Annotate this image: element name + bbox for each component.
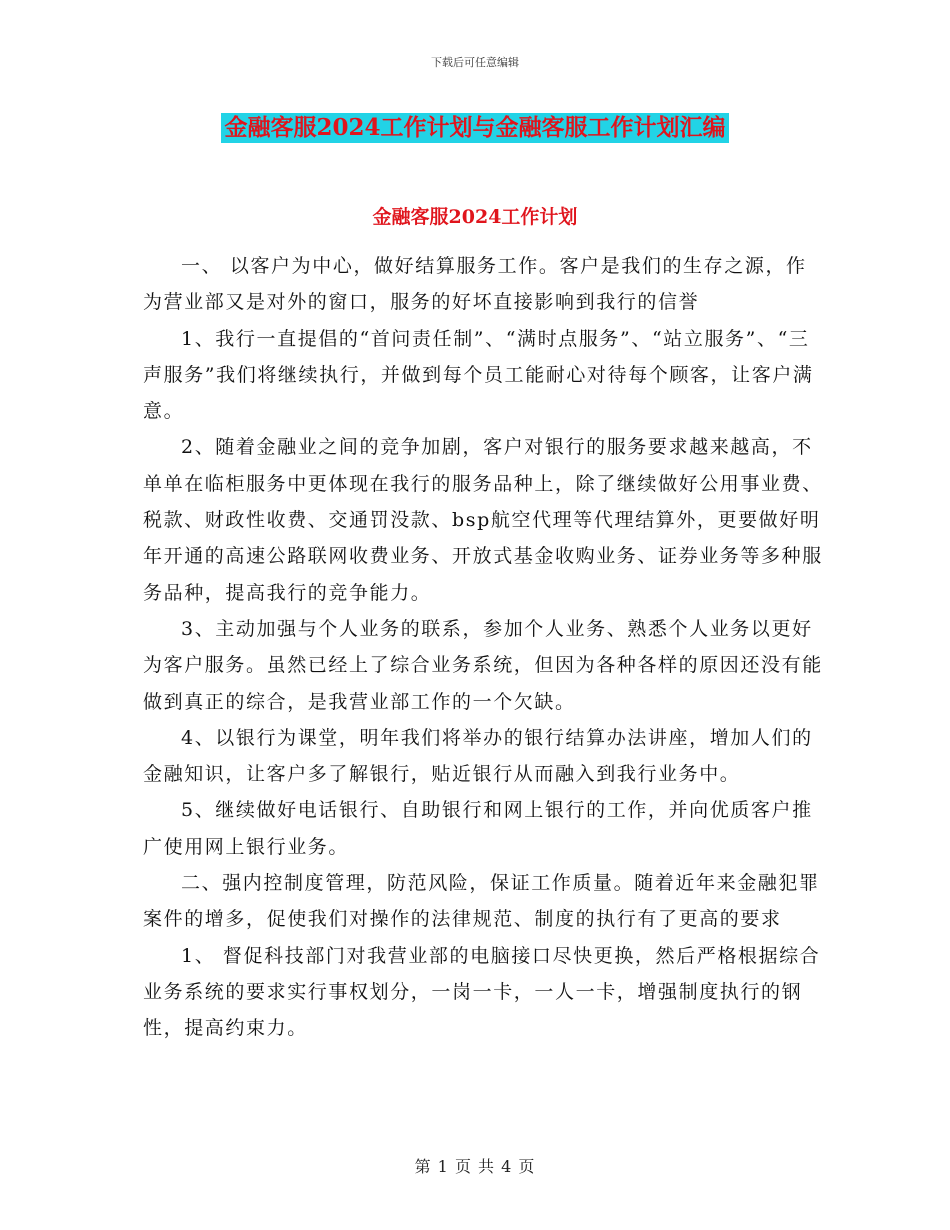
paragraph: 二、强内控制度管理，防范风险，保证工作质量。随着近年来金融犯罪案件的增多，促使我们对操作的法律规范、制度的执行有了更高的要求 [143,872,820,931]
page-header-note: 下载后可任意编辑 [431,56,519,69]
paragraph: 5、继续做好电话银行、自助银行和网上银行的工作，并向优质客户推广使用网上银行业务。 [143,799,813,858]
paragraph: 一、 以客户为中心，做好结算服务工作。客户是我们的生存之源，作为营业部又是对外的窗口，服务的好坏直接影响到我行的信誉 [143,255,807,314]
paragraph: 3、主动加强与个人业务的联系，参加个人业务、熟悉个人业务以更好为客户服务。虽然已经上了综合业务系统，但因为各种各样的原因还没有能做到真正的综合，是我营业部工作的一个欠缺。 [143,617,823,713]
main-title-container [0,113,950,143]
document-body [143,248,823,1047]
paragraph: 1、我行一直提倡的“首问责任制”、“满时点服务”、“站立服务”、“三声服务”我们将继续执行，并做到每个员工能耐心对待每个顾客，让客户满意。 [143,327,814,423]
page-number-footer: 第 1 页 共 4 页 [414,1157,536,1176]
paragraph: 4、以银行为课堂，明年我们将举办的银行结算办法讲座，增加人们的金融知识，让客户多了解银行，贴近银行从而融入到我行业务中。 [143,726,813,786]
paragraph: 1、 督促科技部门对我营业部的电脑接口尽快更换，然后严格根据综合业务系统的要求实行事权划分，一岗一卡，一人一卡，增强制度执行的钢性，提高约束力。 [143,944,821,1040]
paragraph: 2、随着金融业之间的竞争加剧，客户对银行的服务要求越来越高，不单单在临柜服务中更体现在我行的服务品种上，除了继续做好公用事业费、税款、财政性收费、交通罚没款、bsp航空代理等代理结算外，更要做好明年开通的高速公路联网收费业务、开放式基金收购业务、证券业务等多种服务品种，提高我行的竞争能力。 [143,436,823,604]
section-title: 金融客服2024工作计划 [372,206,578,228]
document-main-title: 金融客服2024工作计划与金融客服工作计划汇编 [221,113,728,143]
